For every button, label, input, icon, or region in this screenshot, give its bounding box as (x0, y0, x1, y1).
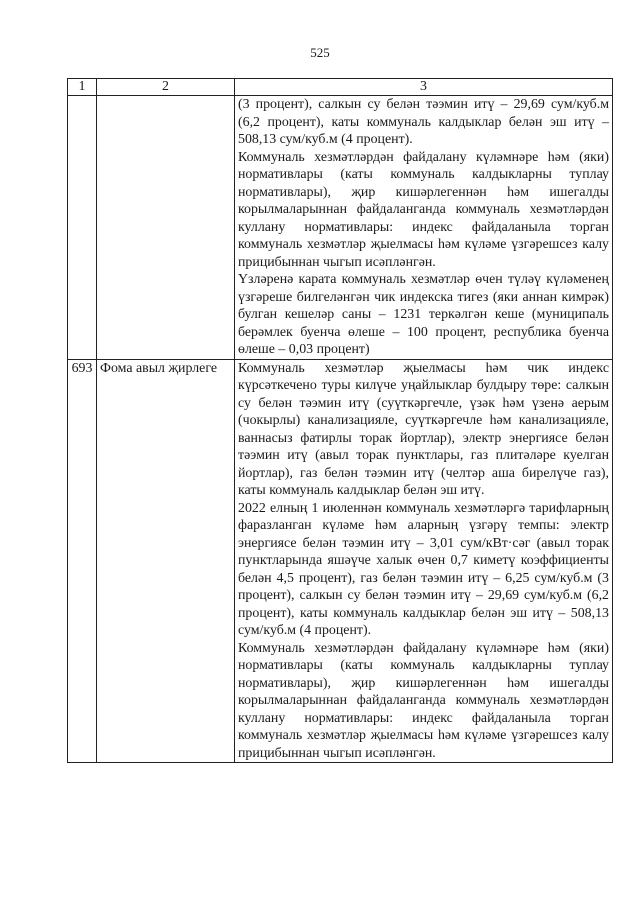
paragraph: Үзләренә карата коммуналь хезмәтләр өчен түләү күләменең үзгәреше билгеләнгән чик индекска тигез (яки аннан кимрәк) булган кешеләр саны – 1231 теркәлгән кеше (муниципаль берәмлек буенча өлеше – 100 процент, республика буенча өлеше – 0,03 процент) (238, 272, 609, 357)
table-row (68, 359, 613, 763)
settlement-name: Фома авыл җирлеге (97, 359, 235, 763)
column-header-1: 1 (68, 79, 97, 96)
row-number (68, 96, 97, 360)
paragraph: 2022 елның 1 июленнән коммуналь хезмәтләргә тарифларның фаразланган күләме һәм аларның үзгәрү темпы: электр энергиясе белән тәэмин итү – 3,01 сум/кВт·сәг (авыл торак пунктларында яшәүче халык өчен 0,7 киметү коэффициенты белән 4,5 процент), газ белән тәэмин итү – 6,25 сум/куб.м (3 процент), салкын су белән тәэмин итү – 29,69 сум/куб.м (6,2 процент), каты коммуналь калдыклар белән эш итү – 508,13 сум/куб.м (4 процент). (238, 500, 609, 638)
column-header-2: 2 (97, 79, 235, 96)
settlement-name (97, 96, 235, 360)
paragraph: Коммуналь хезмәтләрдән файдалану күләмнәре һәм (яки) нормативлары (каты коммуналь калдыкларны туплау нормативлары), җир кишәрлегеннән һәм ишегалды корылмаларыннан файдаланганда коммуналь хезмәтләрдән куллану нормативлары: индекс файдаланыла торган коммуналь хезмәтләр җыелмасы һәм күләме үзгәрешсез калу прицибыннан чыгып исәпләнгән. (238, 640, 609, 761)
paragraph: Коммуналь хезмәтләрдән файдалану күләмнәре һәм (яки) нормативлары (каты коммуналь калдыкларны туплау нормативлары), җир кишәрлегеннән һәм ишегалды корылмаларыннан файдаланганда коммуналь хезмәтләрдән куллану нормативлары: индекс файдаланыла торган коммуналь хезмәтләр җыелмасы һәм күләме үзгәрешсез калу прицибыннан чыгып исәпләнгән. (238, 149, 609, 270)
description-cell (235, 359, 613, 763)
document-table (67, 78, 613, 763)
paragraph: (3 процент), салкын су белән тәэмин итү – 29,69 сум/куб.м (6,2 процент), каты коммуналь калдыклар белән эш итү – 508,13 сум/куб.м (4 процент). (238, 97, 609, 147)
description-cell (235, 96, 613, 360)
page-number: 525 (310, 45, 330, 60)
table-header-row (68, 79, 613, 96)
row-number: 693 (68, 359, 97, 763)
table-row (68, 96, 613, 360)
paragraph: Коммуналь хезмәтләр җыелмасы һәм чик индекс күрсәткечено туры килүче уңайлыклар булдыру төре: салкын су белән тәэмин итү (суүткәргечле, үзәк һәм үзенә аерым (чокырлы) канализацияле, суүткәргечле һәм канализацияле, ваннасыз фатирлы торак йортлар), электр энергиясе белән тәэмин итү (авыл торак пунктлары, газ плитәләре куелган йортлар), газ белән тәэмин итү (челтәр аша бирелүче газ), каты коммуналь калдыклар белән эш итү. (238, 360, 609, 498)
column-header-3: 3 (235, 79, 613, 96)
